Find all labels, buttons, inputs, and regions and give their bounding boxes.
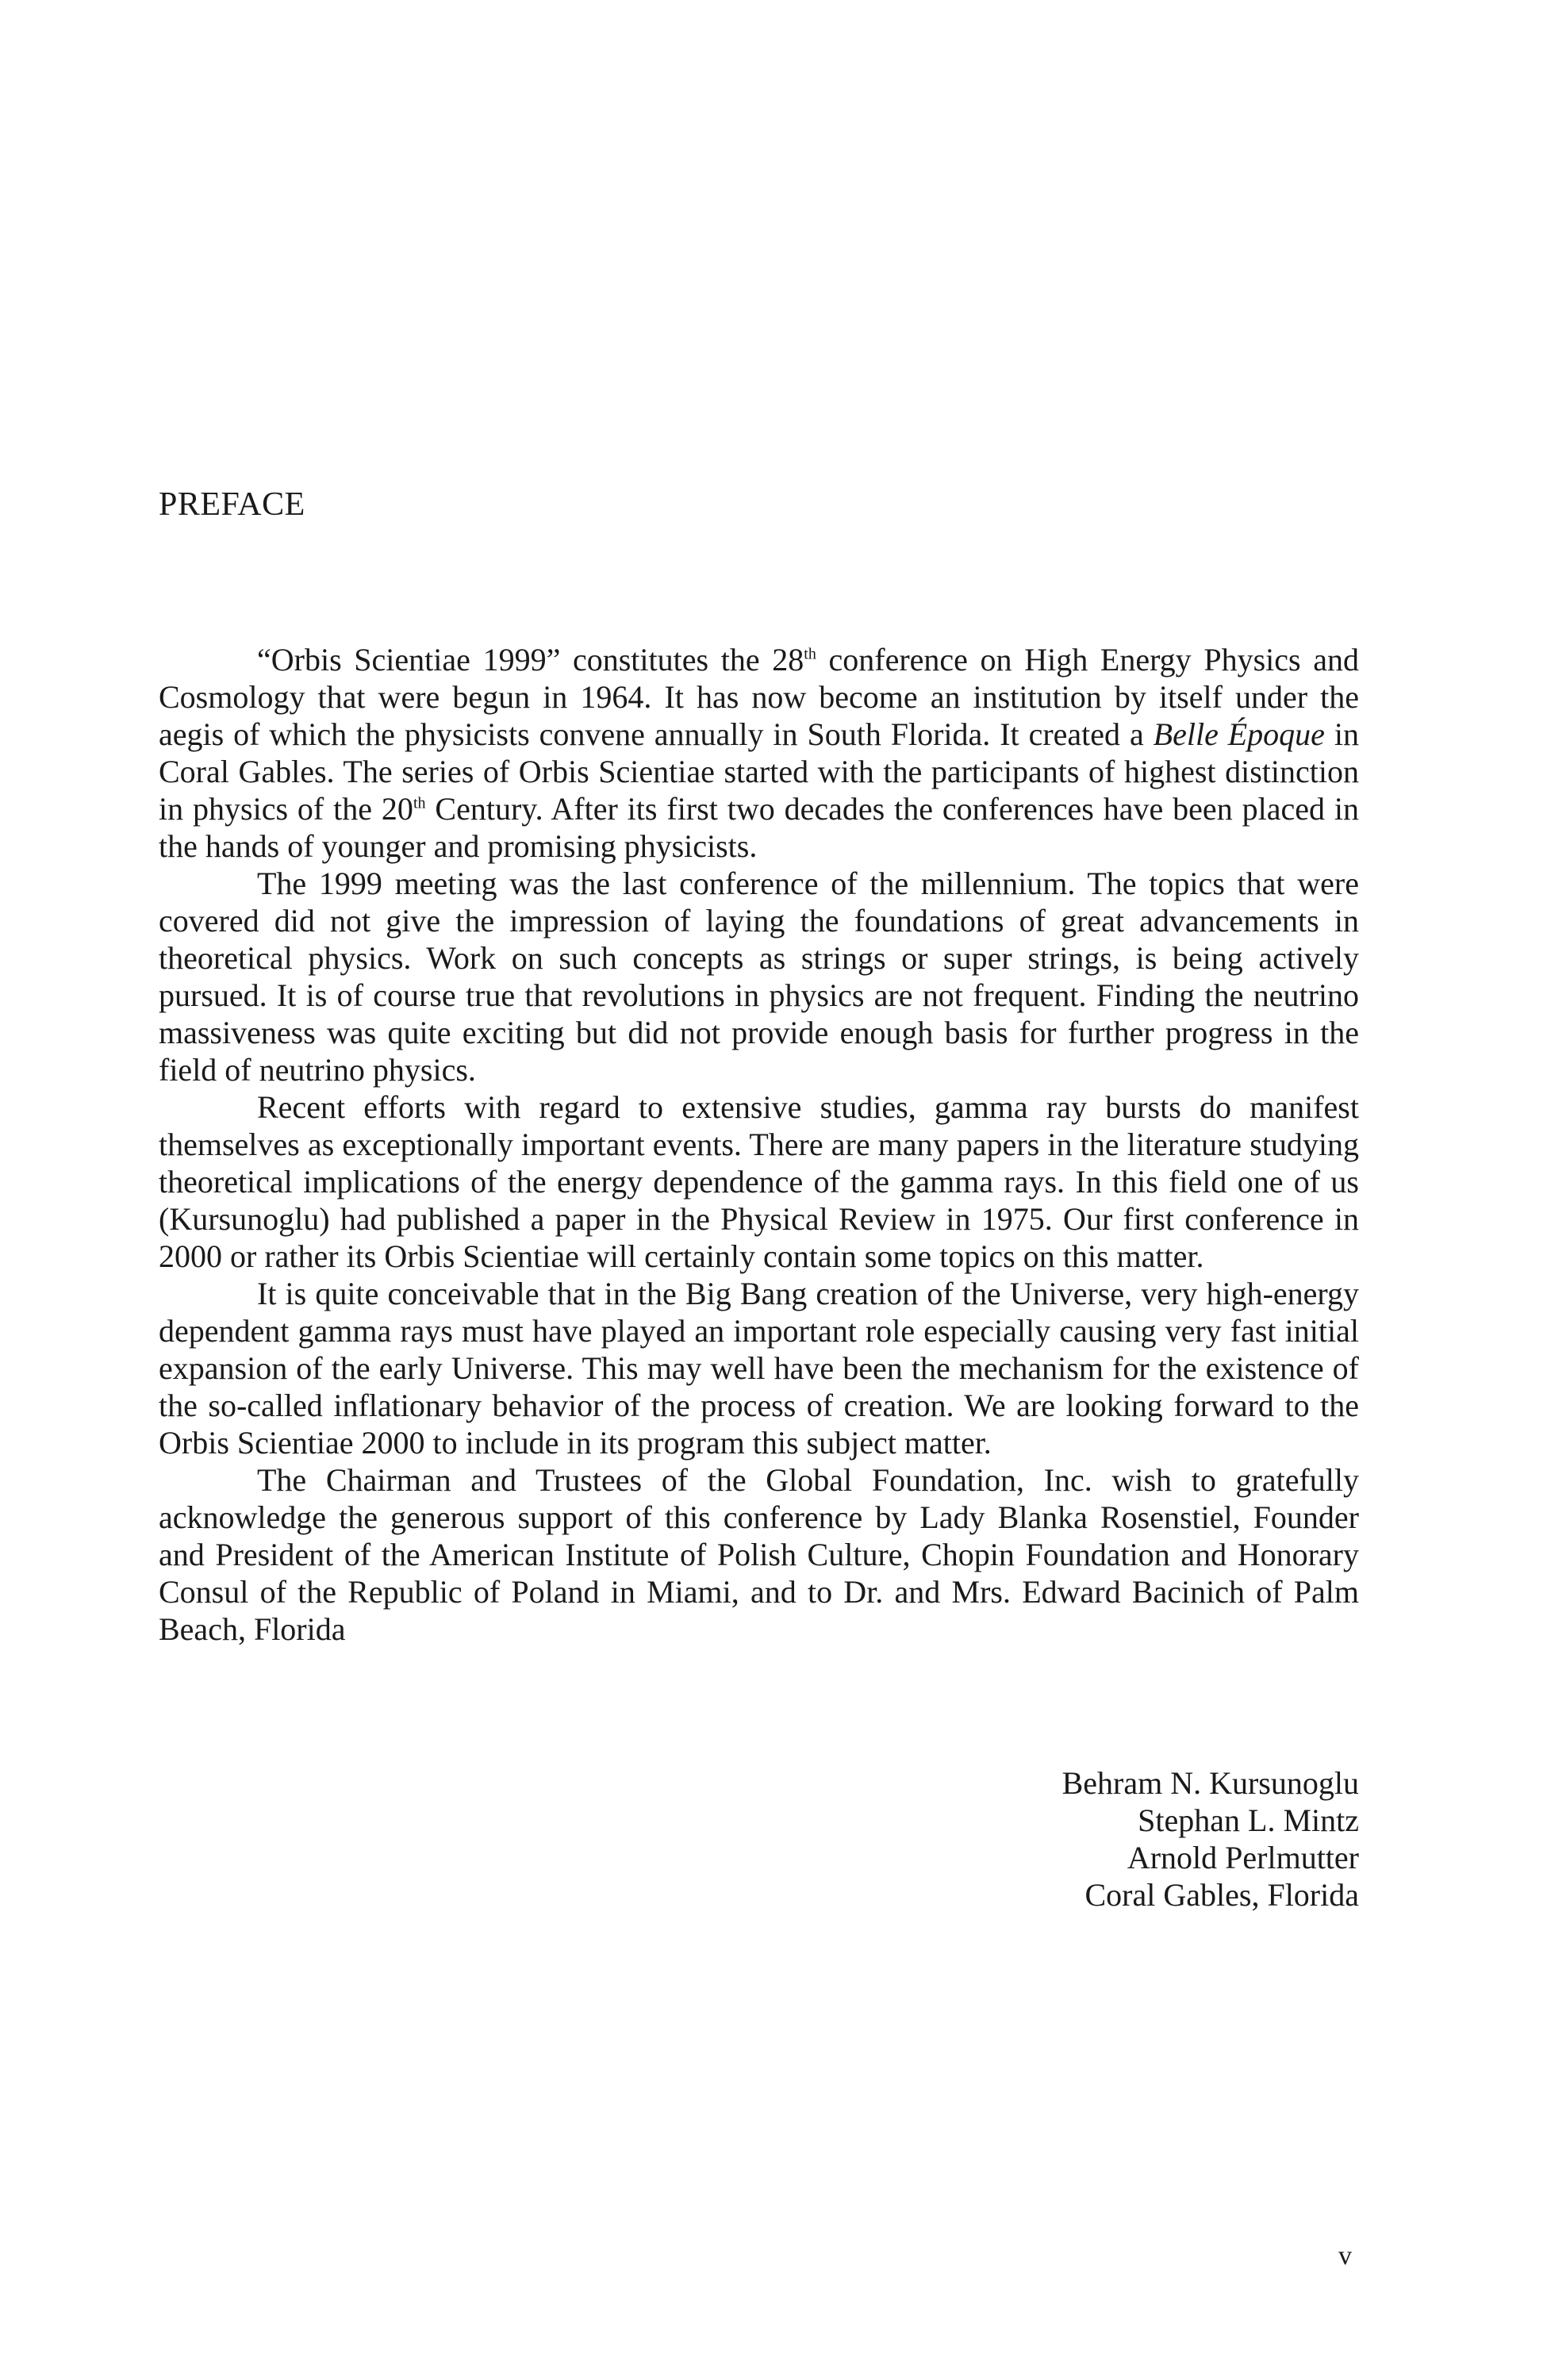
signature-name: Arnold Perlmutter [1127,1840,1359,1875]
paragraph-3: Recent efforts with regard to extensive studies, gamma ray bursts do manifest themselves as exceptionally important events. There are many papers in the literature studying theoretical implications of the energy dependence of the gamma rays. In this field one of us (Kursunoglu) had published a paper in the Physical Review in 1975. Our first conference in 2000 or rather its Orbis Scientiae will certainly contain some topics on this matter. [159,1089,1359,1274]
paragraph-1-part-4: Century. After its first two decades the conferences have been placed in the hands of younger and promising physicists. [159,791,1359,864]
paragraph-1-part-2: conference on High Energy Physics and Cosmology that were begun in 1964. It has now become an institution by itself under the aegis of which the physicists convene annually in South Florida. It created a [159,642,1359,752]
page-number: v [1338,2241,1352,2271]
ordinal-suffix: th [413,794,426,812]
page-title: PREFACE [159,486,305,523]
italic-phrase: Belle Époque [1153,716,1325,752]
signature-block [1062,1764,1359,1914]
paragraph-1 [159,641,1359,865]
signature-name: Stephan L. Mintz [1138,1802,1359,1838]
paragraph-1-part-3: in Coral Gables. The series of Orbis Scientiae started with the participants of highest distinction in physics of the 20 [159,716,1359,827]
preface-body [159,641,1359,1648]
signature-name: Behram N. Kursunoglu [1061,1765,1359,1801]
signature-location: Coral Gables, Florida [1084,1877,1359,1913]
paragraph-1-part-1: “Orbis Scientiae 1999” constitutes the 28 [257,642,804,678]
paragraph-4: It is quite conceivable that in the Big Bang creation of the Universe, very high-energy dependent gamma rays must have played an important role especially causing very fast initial expansion of the early Universe. This may well have been the mechanism for the existence of the so-called inflationary behavior of the process of creation. We are looking forward to the Orbis Scientiae 2000 to include in its program this subject matter. [159,1276,1359,1461]
ordinal-suffix: th [804,645,816,663]
paragraph-2: The 1999 meeting was the last conference of the millennium. The topics that were covered did not give the impression of laying the foundations of great advancements in theoretical physics. Work on such concepts as strings or super strings, is being actively pursued. It is of course true that revolutions in physics are not frequent. Finding the neutrino massiveness was quite exciting but did not provide enough basis for further progress in the field of neutrino physics. [159,866,1359,1088]
paragraph-5: The Chairman and Trustees of the Global Foundation, Inc. wish to gratefully acknowledge the generous support of this conference by Lady Blanka Rosenstiel, Founder and President of the American Institute of Polish Culture, Chopin Foundation and Honorary Consul of the Republic of Poland in Miami, and to Dr. and Mrs. Edward Bacinich of Palm Beach, Florida [159,1462,1359,1647]
